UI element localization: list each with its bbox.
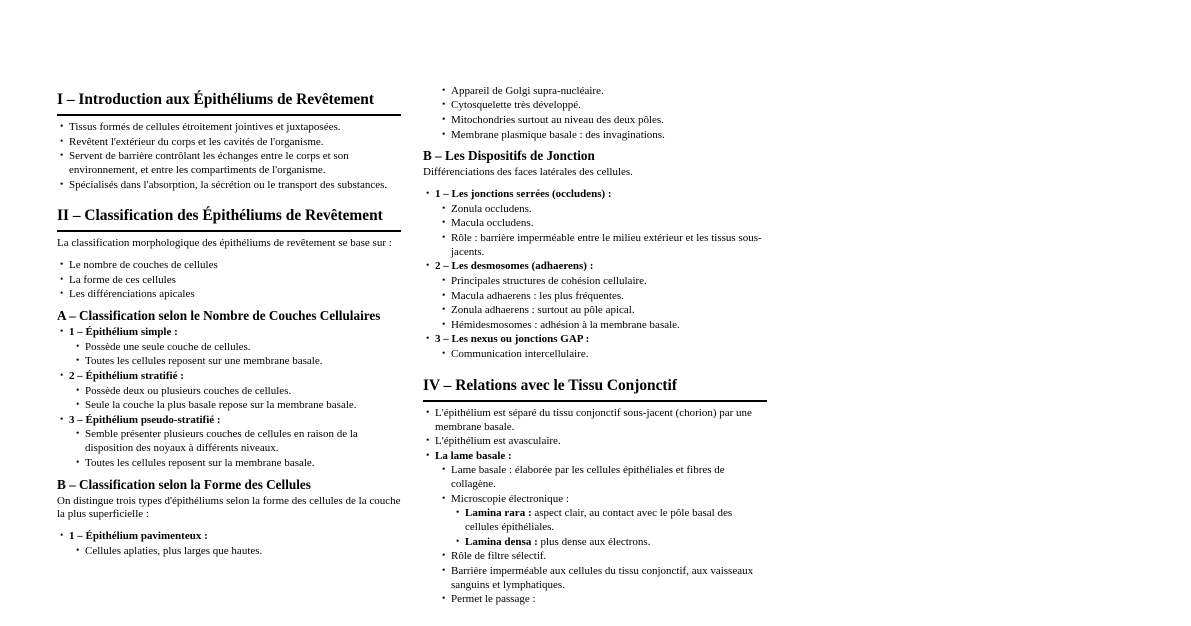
list-item-text: Mitochondries surtout au niveau des deux pôles. [451,113,664,126]
list-item [57,179,401,193]
list-item-text: L'épithélium est séparé du tissu conjonctif sous-jacent (chorion) par une membrane basale. [435,406,752,433]
bullet-icon: • [456,508,460,519]
list-item-bold-text: 1 – Épithélium simple : [69,326,178,339]
list-item-text: Le nombre de couches de cellules [69,259,218,272]
list-item-text: Barrière imperméable aux cellules du tissu conjonctif, aux vaisseaux sanguins et lymphatiques. [451,564,754,591]
subsection-heading: B – Les Dispositifs de Jonction [423,148,595,164]
paragraph: On distingue trois types d'épithéliums selon la forme des cellules de la couche la plus superficielle : [57,494,401,521]
list-item-bold-text: Lamina densa : [465,535,538,548]
list-item-text: Rôle de filtre sélectif. [451,550,547,563]
list-item-text: Communication intercellulaire. [451,347,589,360]
bullet-icon: • [426,407,430,418]
bullet-list [57,530,401,558]
bullet-icon: • [60,531,64,542]
list-item [423,507,767,535]
list-item-text: La forme de ces cellules [69,273,176,286]
list-item-text: Cellules aplaties, plus larges que hautes. [85,544,263,557]
list-item [57,121,401,135]
list-item-text: Toutes les cellules reposent sur une membrane basale. [85,355,323,368]
bullet-icon: • [442,290,446,301]
list-item [423,435,767,449]
subsection-heading: A – Classification selon le Nombre de Couches Cellulaires [57,308,381,324]
bullet-icon: • [426,261,430,272]
bullet-icon: • [426,450,430,461]
list-item [423,450,767,464]
list-item [423,114,767,128]
bullet-icon: • [76,457,80,468]
list-item [57,370,401,384]
list-item [57,428,401,456]
bullet-icon: • [60,289,64,300]
bullet-icon: • [442,465,446,476]
list-item-text: Permet le passage : [451,593,536,606]
paragraph: Différenciations des faces latérales des cellules. [423,166,633,179]
bullet-icon: • [456,536,460,547]
list-item-bold-text: 2 – Les desmosomes (adhaerens) : [435,260,594,273]
list-item [423,129,767,143]
bullet-icon: • [442,305,446,316]
bullet-icon: • [76,429,80,440]
list-item [57,136,401,150]
bullet-icon: • [426,334,430,345]
list-item-text: Macula occludens. [451,217,534,230]
list-item-text: plus dense aux électrons. [540,535,651,548]
list-item [57,385,401,399]
bullet-icon: • [60,370,64,381]
list-item-text: Microscopie électronique : [451,492,569,505]
list-item [57,288,401,302]
bullet-icon: • [76,545,80,556]
paragraph: La classification morphologique des épithéliums de revêtement se base sur : [57,237,392,250]
list-item-bold-text: 3 – Épithélium pseudo-stratifié : [69,413,221,426]
list-item [423,232,767,260]
list-item-text: Toutes les cellules reposent sur la membrane basale. [85,456,315,469]
bullet-icon: • [76,356,80,367]
list-item [423,203,767,217]
list-item-text: Rôle : barrière imperméable entre le milieu extérieur et les tissus sous-jacents. [451,231,762,258]
list-item [423,550,767,564]
list-item-text: Hémidesmosomes : adhésion à la membrane basale. [451,318,680,331]
list-item [423,464,767,492]
bullet-icon: • [60,260,64,271]
list-item-bold-text: 3 – Les nexus ou jonctions GAP : [435,333,590,346]
bullet-icon: • [442,218,446,229]
list-item [423,593,767,607]
list-item-text: Les différenciations apicales [69,288,195,301]
list-item-text: Semble présenter plusieurs couches de cellules en raison de la disposition des noyaux à différents niveaux. [85,428,358,455]
bullet-list [57,121,401,192]
list-item-bold-text: Lamina rara : [465,507,532,520]
list-item-bold-text: La lame basale : [435,449,512,462]
bullet-icon: • [76,400,80,411]
list-item [57,414,401,428]
list-item-text: Tissus formés de cellules étroitement jointives et juxtaposées. [69,121,341,133]
list-item [423,333,767,347]
column-right [423,84,767,608]
list-item-text: Appareil de Golgi supra-nucléaire. [451,84,604,97]
list-item [57,326,401,340]
list-item [423,260,767,274]
bullet-icon: • [442,319,446,330]
bullet-icon: • [442,100,446,111]
list-item-text: Spécialisés dans l'absorption, la sécrétion ou le transport des substances. [69,178,388,191]
bullet-icon: • [76,385,80,396]
list-item [423,407,767,435]
list-item-text: L'épithélium est avasculaire. [435,435,561,448]
bullet-icon: • [442,594,446,605]
list-item-text: Cytosquelette très développé. [451,99,581,112]
bullet-icon: • [60,414,64,425]
bullet-icon: • [426,436,430,447]
list-item [57,355,401,369]
list-item [423,565,767,593]
bullet-icon: • [60,136,64,147]
list-item [57,399,401,413]
bullet-list [423,407,767,607]
list-item [423,99,767,113]
bullet-icon: • [60,151,64,162]
bullet-icon: • [442,551,446,562]
column-left [57,76,401,559]
bullet-list [57,259,401,302]
bullet-icon: • [76,341,80,352]
subsection-heading: B – Classification selon la Forme des Cellules [57,476,311,492]
bullet-list [423,188,767,362]
list-item-text: Lame basale : élaborée par les cellules épithéliales et fibres de collagène. [451,464,725,491]
list-item-text: Zonula adhaerens : surtout au pôle apical. [451,304,635,317]
list-item [423,304,767,318]
list-item [423,319,767,333]
list-item [423,85,767,99]
bullet-icon: • [442,275,446,286]
bullet-icon: • [442,203,446,214]
bullet-icon: • [60,179,64,190]
list-item-text: Macula adhaerens : les plus fréquentes. [451,289,624,302]
list-item [423,348,767,362]
list-item [423,290,767,304]
list-item-bold-text: 2 – Épithélium stratifié : [69,369,184,382]
list-item [423,217,767,231]
bullet-icon: • [442,565,446,576]
list-item-text: aspect clair, au contact avec le pôle basal des cellules épithéliales. [465,507,733,534]
list-item [57,530,401,544]
list-item-bold-text: 1 – Épithélium pavimenteux : [69,530,208,543]
list-item [423,536,767,550]
section-heading: IV – Relations avec le Tissu Conjonctif [423,376,767,402]
list-item-text: Revêtent l'extérieur du corps et les cavités de l'organisme. [69,135,324,148]
list-item [57,259,401,273]
bullet-icon: • [442,85,446,96]
list-item [423,493,767,507]
list-item-bold-text: 1 – Les jonctions serrées (occludens) : [435,188,612,201]
bullet-icon: • [60,274,64,285]
bullet-icon: • [442,493,446,504]
bullet-list [57,326,401,470]
bullet-icon: • [60,122,64,132]
list-item [57,457,401,471]
bullet-list [423,85,767,143]
bullet-icon: • [442,348,446,359]
list-item [57,341,401,355]
list-item-text: Zonula occludens. [451,202,532,215]
section-heading: II – Classification des Épithéliums de Revêtement [57,206,401,232]
list-item [423,188,767,202]
bullet-icon: • [60,327,64,338]
list-item-text: Membrane plasmique basale : des invaginations. [451,128,665,141]
bullet-icon: • [426,189,430,200]
list-item [57,545,401,559]
list-item [57,274,401,288]
list-item-text: Principales structures de cohésion cellulaire. [451,274,647,287]
bullet-icon: • [442,129,446,140]
list-item [57,150,401,178]
list-item [423,275,767,289]
list-item-text: Seule la couche la plus basale repose sur la membrane basale. [85,399,357,412]
section-heading: I – Introduction aux Épithéliums de Revêtement [57,90,401,116]
bullet-icon: • [442,114,446,125]
list-item-text: Possède deux ou plusieurs couches de cellules. [85,384,292,397]
bullet-icon: • [442,232,446,243]
list-item-text: Possède une seule couche de cellules. [85,340,251,353]
list-item-text: Servent de barrière contrôlant les échanges entre le corps et son environnement, et entre les compartiments de l'organisme. [69,150,349,176]
